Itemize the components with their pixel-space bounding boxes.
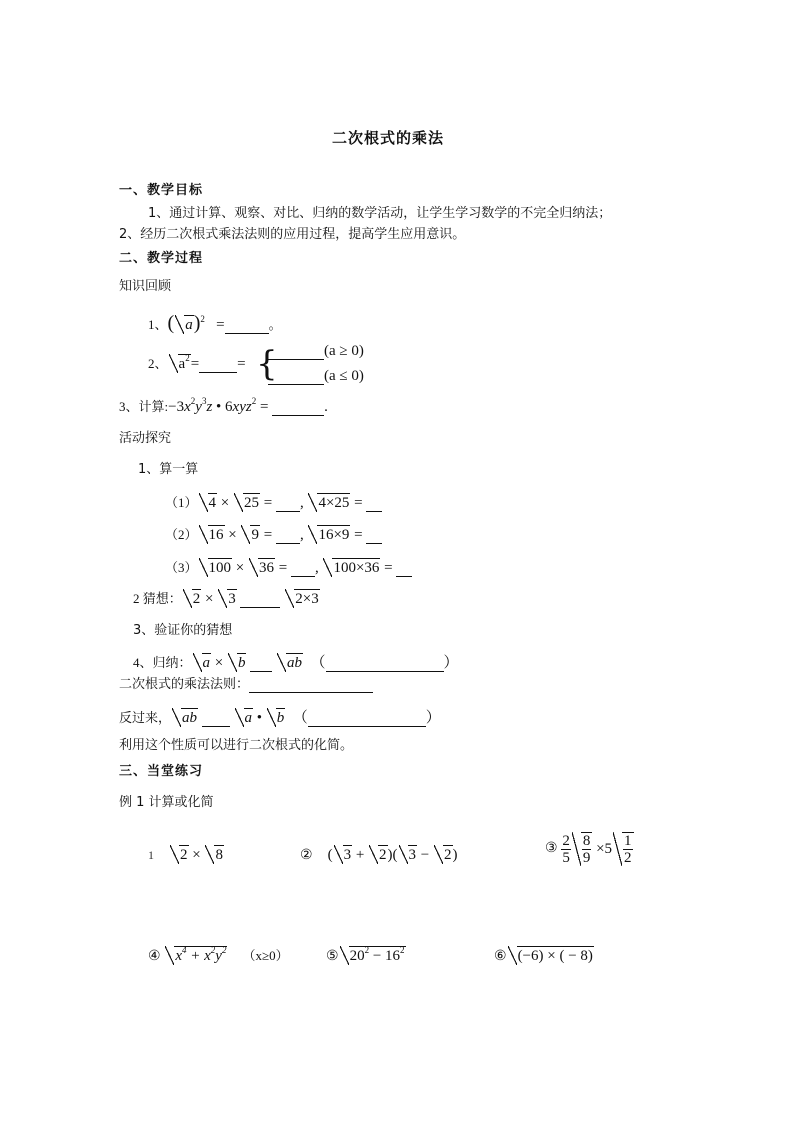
verify-line: 3、验证你的猜想 <box>133 623 233 638</box>
induct-line: 4、归纳： a × b ab （ ） <box>133 655 459 671</box>
exercise-5: ⑤ $20^2 - 16^2$ <box>326 945 405 964</box>
exercise-6: ⑥ (−6) × ( − 8) <box>494 948 593 964</box>
exercise-2: ② ( 3 + 2)( 3 − 2) <box>300 847 458 863</box>
section-heading-process: 二、教学过程 <box>119 251 204 266</box>
blank[interactable] <box>268 370 324 385</box>
calc-heading: 1、算一算 <box>138 462 199 477</box>
guess-line: 2 猜想： 2 × 3 2×3 <box>133 591 319 607</box>
sqrt-a: a <box>175 315 194 334</box>
case-2: (a ≤ 0) <box>268 367 364 385</box>
calc-row-1: （1） 4 × 25 = , 4×25 = <box>165 493 382 512</box>
activity-heading: 活动探究 <box>119 431 172 446</box>
blank[interactable] <box>225 319 269 334</box>
sqrt-a-squared: $a^2$ <box>169 354 191 373</box>
exercise-1: 1 2 × 8 <box>148 847 223 863</box>
exercise-4: ④ $x^4 + x^2y^2$ （x≥0） <box>148 945 289 964</box>
review-q2: 2、 $a^2=$ = <box>148 353 246 372</box>
goal-2: 2、经历二次根式乘法法则的应用过程，提高学生应用意识。 <box>119 227 466 242</box>
exercise-3: ③ $\frac{2}{5}$ $\frac{8}{9}$ ×5 $\frac{1}{2}$ <box>545 832 632 866</box>
case-1: (a ≥ 0) <box>268 342 364 360</box>
rule-line: 二次根式的乘法法则： <box>119 677 373 693</box>
calc-row-3: （3） 100 × 36 = , 100×36 = <box>165 558 412 577</box>
example-label: 例 1 计算或化简 <box>119 795 214 810</box>
review-q2-number: 2、 <box>148 356 168 371</box>
brace: { <box>256 344 278 384</box>
simplify-note: 利用这个性质可以进行二次根式的化简。 <box>119 738 354 753</box>
blank[interactable] <box>272 401 324 416</box>
goal-1: 1、通过计算、观察、对比、归纳的数学活动，让学生学习数学的不完全归纳法； <box>148 206 612 221</box>
review-q1-number: 1、 <box>148 317 168 332</box>
calc-row-2: （2） 16 × 9 = , 16×9 = <box>165 525 382 544</box>
reverse-line: 反过来， ab a • b （ ） <box>119 710 441 726</box>
review-q3: 3、计算$:-3x^2y^3z$ • 6xyz$^2$ = . <box>119 396 328 415</box>
page-title: 二次根式的乘法 <box>332 129 445 147</box>
blank[interactable] <box>199 358 237 373</box>
blank[interactable] <box>268 345 324 360</box>
section-heading-goals: 一、教学目标 <box>119 183 204 198</box>
review-q1: 1、( a)$^2$ = 。 <box>148 312 282 334</box>
section-heading-practice: 三、当堂练习 <box>119 764 204 779</box>
review-heading: 知识回顾 <box>119 279 172 294</box>
